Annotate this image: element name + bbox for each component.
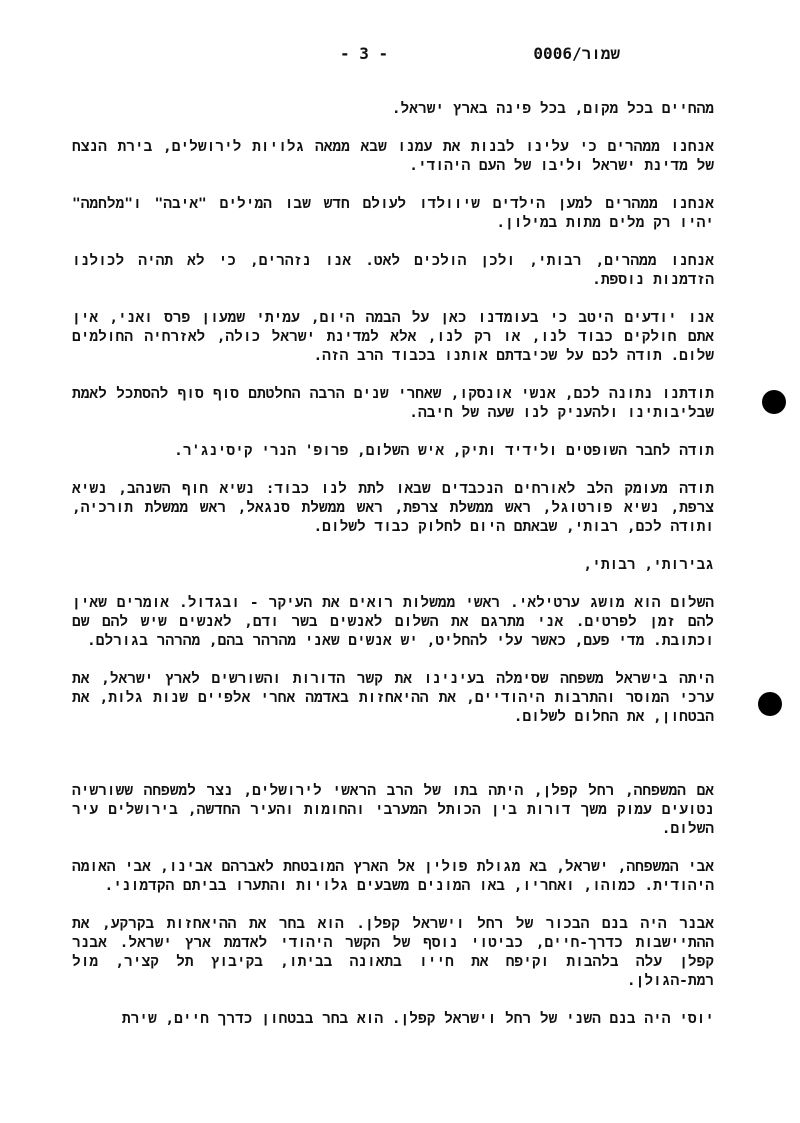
paragraph: מהחיים בכל מקום, בכל פינה בארץ ישראל. [391,101,714,117]
paragraph: אנו יודעים היטב כי בעומדנו כאן על הבמה היום, עמיתי שמעון פרס ואני, אין אתם חולקים כבוד לנו, או רק לנו, אלא למדינת ישראל כולה, לאזרחיה החולמים שלום. תודה לכם על שכיבדתם אותנו בכבוד הרב הזה. [72,310,714,364]
paragraph: אם המשפחה, רחל קפלן, היתה בתו של הרב הראשי לירושלים, נצר למשפחה ששורשיה נטועים עמוק משך דורות בין הכותל המערבי והחומות והעיר החדשה, בירושלים עיר השלום. [72,783,714,837]
paragraph: השלום הוא מושג ערטילאי. ראשי ממשלות רואים את העיקר - ובגדול. אומרים שאין להם זמן לפרטים. אני מתרגם את השלום לאנשים בשר ודם, לאנשים שיש להם שם וכתובת. מדי פעם, כאשר עלי להחליט, יש אנשים שאני מהרהר בהם, מהרהר בגורלם. [72,595,714,649]
paragraph: אנחנו ממהרים כי עלינו לבנות את עמנו שבא ממאה גלויות לירושלים, בירת הנצח של מדינת ישראל וליבו של העם היהודי. [72,139,714,174]
paragraph: תודה לחבר השופטים ולידיד ותיק, איש השלום, פרופ' הנרי קיסינג'ר. [174,443,714,459]
document-body [72,100,714,1048]
section-gap [72,746,714,782]
paragraph: אבי המשפחה, ישראל, בא מגולת פולין אל הארץ המובטחת לאברהם אבינו, אבי האומה היהודית. כמוהו, ואחריו, באו המונים משבעים גלויות והתערו בביתם הקדמוני. [72,859,714,894]
paragraph: אבנר היה בנם הבכור של רחל וישראל קפלן. הוא בחר את ההיאחזות בקרקע, את ההתיישבות כדרך-חיים, כביטוי נוסף של הקשר היהודי לאדמת ארץ ישראל. אבנר קפלן עלה בלהבות וקיפח את חייו בתאונה בביתו, בקיבוץ תל קציר, מול רמת-הגולן. [72,916,714,989]
paragraph: אנחנו ממהרים, רבותי, ולכן הולכים לאט. אנו נזהרים, כי לא תהיה לכולנו הזדמנות נוספת. [72,253,714,288]
punch-hole-top [762,390,786,414]
paragraph: תודתנו נתונה לכם, אנשי אונסקו, שאחרי שנים הרבה החלטתם סוף סוף להסתכל לאמת שבליבותינו ולהעניק לנו שעה של חיבה. [72,386,714,421]
page-number: - 3 - [340,44,389,63]
punch-hole-bottom [758,692,782,716]
page-header [330,44,620,72]
salutation: גבירותי, רבותי, [583,557,714,573]
paragraph: אנחנו ממהרים למען הילדים שיוולדו לעולם חדש שבו המילים "איבה" ו"מלחמה" יהיו רק מלים מתות במילון. [72,196,714,231]
paragraph: תודה מעומק הלב לאורחים הנכבדים שבאו לתת לנו כבוד: נשיא חוף השנהב, נשיא צרפת, נשיא פורטוגל, ראש ממשלת צרפת, ראש ממשלת סנגאל, ראש ממשלת תורכיה, ותודה לכם, רבותי, שבאתם היום לחלוק כבוד לשלום. [72,481,714,535]
paragraph: יוסי היה בנם השני של רחל וישראל קפלן. הוא בחר בבטחון כדרך חיים, שירת [121,1011,714,1027]
paragraph: היתה בישראל משפחה שסימלה בעינינו את קשר הדורות והשורשים לארץ ישראל, את ערכי המוסר והתרבות היהודיים, את ההיאחזות באדמה אחרי אלפיים שנות גלות, את הבטחון, את החלום לשלום. [72,671,714,725]
document-reference: 0006/שמור [533,44,620,63]
